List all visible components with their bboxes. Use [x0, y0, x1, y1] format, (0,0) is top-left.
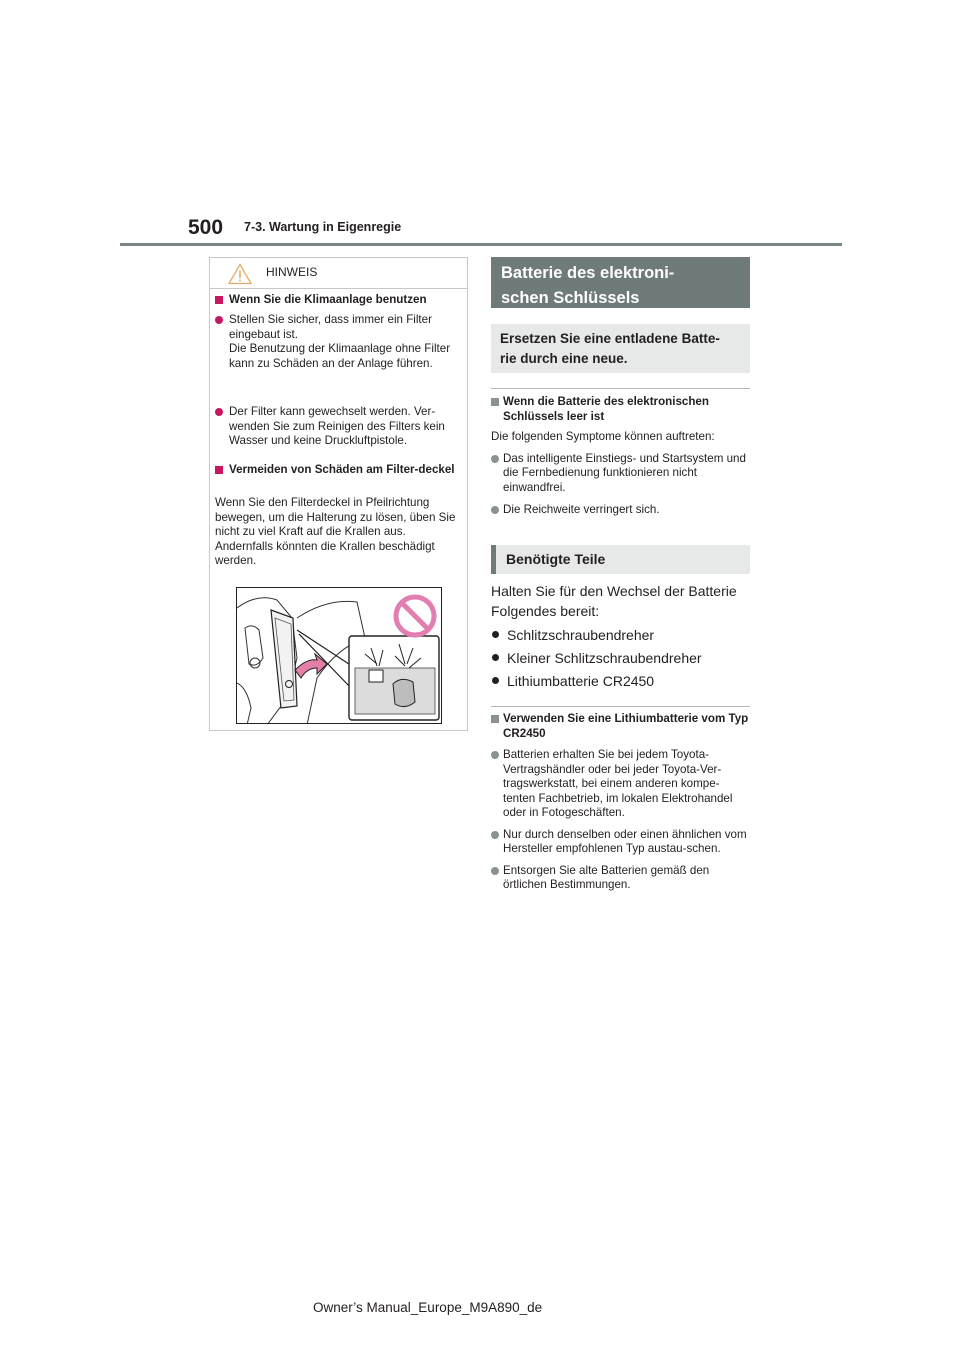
- list-item: Nur durch denselben oder einen ähnlichen vom Hersteller empfohlenen Typ austau-schen.: [491, 828, 750, 857]
- parts-list-item: Lithiumbatterie CR2450: [491, 671, 750, 691]
- notice-ac-item-1: [215, 313, 460, 371]
- battery-type-heading: Verwenden Sie eine Lithiumbatterie vom Typ CR2450: [491, 712, 750, 741]
- notice-heading-cover: Vermeiden von Schäden am Filter-deckel: [215, 463, 460, 478]
- section-title: 7-3. Wartung in Eigenregie: [244, 220, 402, 234]
- notice-section-cover: [215, 463, 460, 478]
- list-item: Stellen Sie sicher, dass immer ein Filter eingebaut ist. Die Benutzung der Klimaanlage ohne Filter kann zu Schäden an der Anlage führen.: [215, 313, 460, 371]
- notice-heading-ac: Wenn Sie die Klimaanlage benutzen: [215, 293, 460, 308]
- parts-intro: Halten Sie für den Wechsel der Batterie Folgendes bereit:: [491, 583, 737, 619]
- notice-section-ac: [215, 293, 460, 308]
- list-item: Entsorgen Sie alte Batterien gemäß den örtlichen Bestimmungen.: [491, 864, 750, 893]
- list-item: Die Reichweite verringert sich.: [491, 503, 750, 518]
- battery-subtitle: Ersetzen Sie eine entladene Batte- rie durch eine neue.: [491, 324, 750, 373]
- filter-cover-illustration: [236, 587, 442, 724]
- parts-list-item: Schlitzschraubendreher: [491, 625, 750, 645]
- battery-empty-heading: Wenn die Batterie des elektronischen Schlüssels leer ist: [491, 395, 750, 424]
- list-item: Der Filter kann gewechselt werden. Ver-wenden Sie zum Reinigen des Filters kein Wasser und keine Druckluftpistole.: [215, 405, 460, 449]
- divider: [491, 388, 750, 389]
- parts-block: [491, 581, 750, 691]
- paragraph: Wenn Sie den Filterdeckel in Pfeilrichtung bewegen, um die Halterung zu lösen, üben Sie nicht zu viel Kraft auf die Krallen aus. Andernfalls könnten die Krallen beschädigt werden.: [215, 496, 456, 567]
- filter-illustration-image: [237, 588, 442, 724]
- notice-header: [210, 258, 467, 289]
- notice-cover-text: [215, 496, 460, 569]
- header-divider: [120, 243, 842, 246]
- notice-ac-item-2: [215, 405, 460, 449]
- divider: [491, 706, 750, 707]
- parts-list-item: Kleiner Schlitzschraubendreher: [491, 648, 750, 668]
- notice-label: HINWEIS: [266, 265, 318, 279]
- page-footer: Owner’s Manual_Europe_M9A890_de: [313, 1300, 543, 1315]
- battery-empty-block: [491, 395, 750, 518]
- warning-triangle-icon: [228, 263, 252, 285]
- page-number: 500: [188, 216, 224, 239]
- battery-empty-intro: Die folgenden Symptome können auftreten:: [491, 430, 715, 443]
- list-item: Batterien erhalten Sie bei jedem Toyota-Vertragshändler oder bei jeder Toyota-Ver-tragswerkstatt, bei einem anderen kompe-tenten Fachbetrieb, im lokalen Elektrohandel oder in Fotogeschäften.: [491, 748, 750, 821]
- battery-section-banner: Batterie des elektroni- schen Schlüssels: [491, 257, 750, 308]
- list-item: Das intelligente Einstiegs- und Startsystem und die Fernbedienung funktionieren nicht einwandfrei.: [491, 452, 750, 496]
- parts-section-banner: Benötigte Teile: [491, 545, 750, 574]
- battery-type-block: [491, 712, 750, 893]
